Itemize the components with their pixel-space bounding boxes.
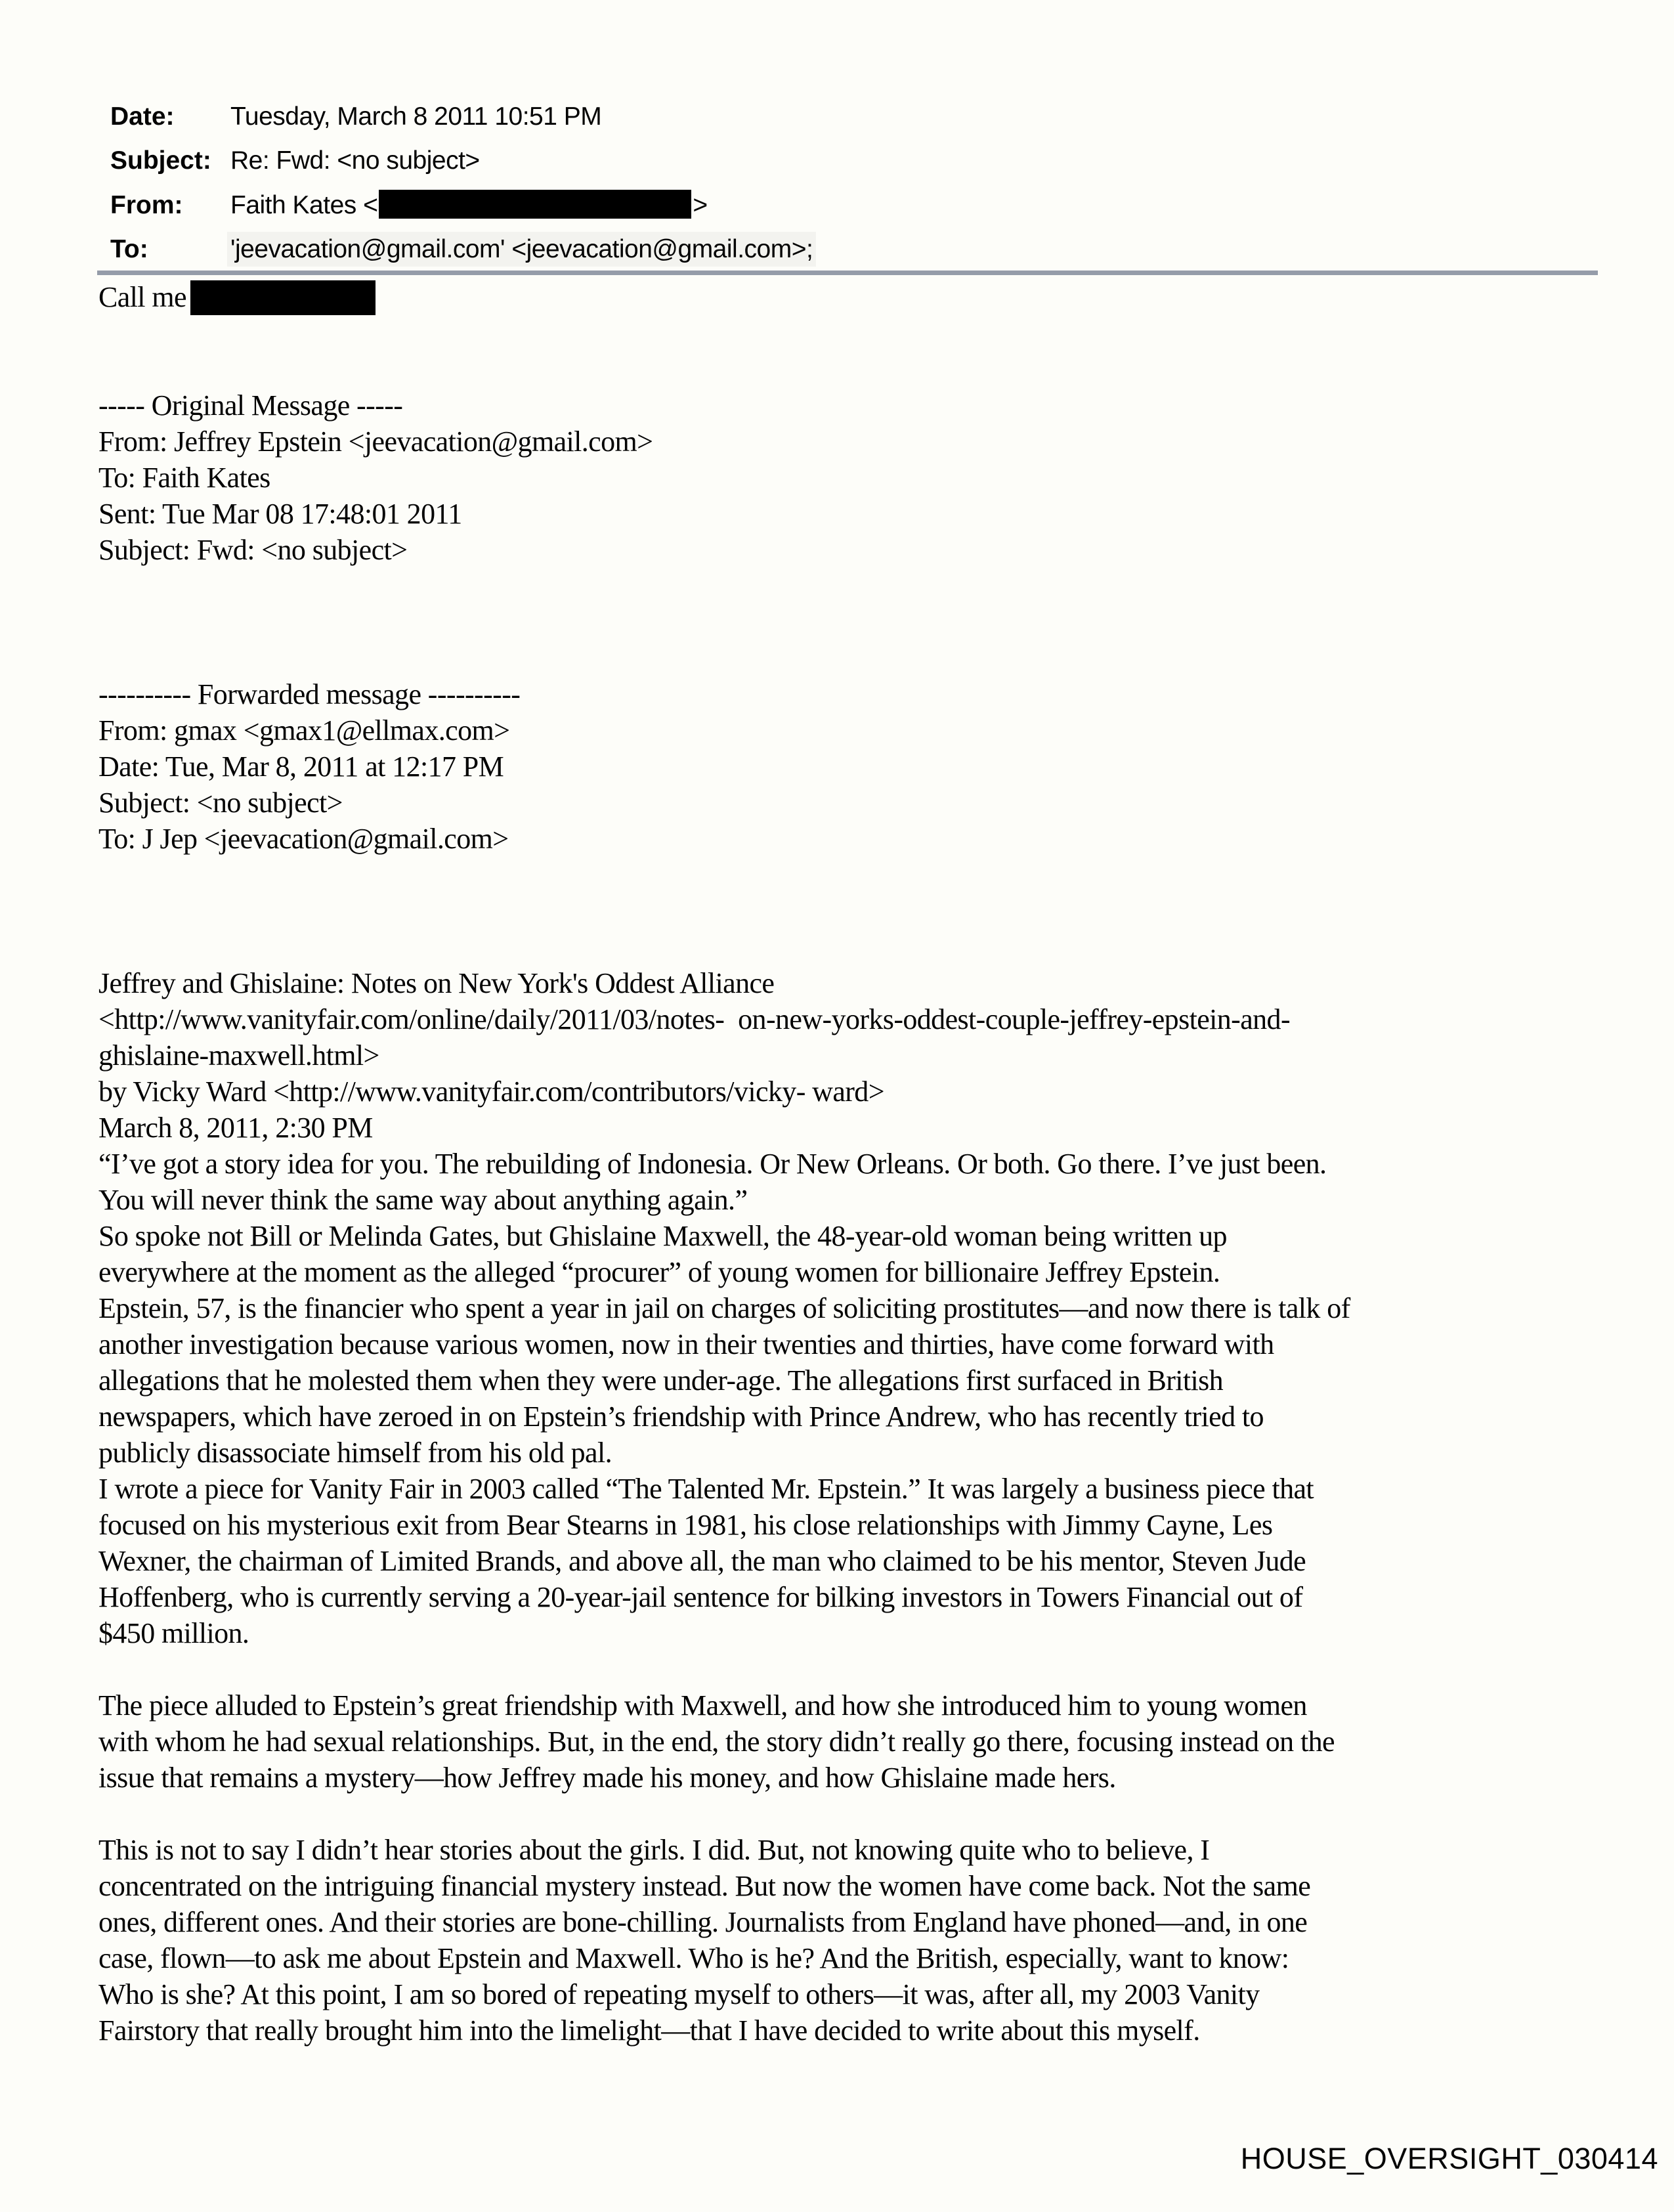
redaction-bar-call-me [190, 280, 376, 315]
text-line: Subject: <no subject> [98, 787, 343, 819]
text-line: newspapers, which have zeroed in on Epstein’s friendship with Prince Andrew, who has recently tried to [98, 1400, 1264, 1433]
redaction-bar-from-email [379, 190, 691, 219]
text-line [98, 315, 1350, 351]
text-line: The piece alluded to Epstein’s great friendship with Maxwell, and how she introduced him to young women [98, 1689, 1307, 1722]
header-row-to [110, 234, 1595, 265]
text-line: Fairstory that really brought him into the limelight—that I have decided to write about this myself. [98, 2014, 1200, 2047]
text-line: allegations that he molested them when they were under-age. The allegations first surfaced in British [98, 1364, 1224, 1397]
text-line: by Vicky Ward <http://www.vanityfair.com/contributors/vicky- ward> [98, 1075, 884, 1108]
header-divider [97, 271, 1598, 275]
text-line: focused on his mysterious exit from Bear Stearns in 1981, his close relationships with Jimmy Cayne, Les [98, 1509, 1273, 1541]
header-value-date: Tuesday, March 8 2011 10:51 PM [230, 102, 602, 131]
header-label-to: To: [110, 235, 148, 263]
from-name-text: Faith Kates < [230, 191, 378, 219]
bates-number: HOUSE_OVERSIGHT_030414 [1240, 2142, 1658, 2175]
header-value-to [230, 234, 813, 265]
text-line: $450 million. [98, 1617, 249, 1649]
text-line: issue that remains a mystery—how Jeffrey made his money, and how Ghislaine made hers. [98, 1762, 1116, 1794]
text-line: This is not to say I didn’t hear stories about the girls. I did. But, not knowing quite who to believe, I [98, 1834, 1210, 1866]
text-line: Hoffenberg, who is currently serving a 20-year-jail sentence for bilking investors in Towers Financial out of [98, 1581, 1303, 1613]
header-row-date [110, 102, 1595, 132]
text-line [98, 640, 1350, 676]
from-suffix-text: > [693, 191, 708, 219]
text-line: March 8, 2011, 2:30 PM [98, 1112, 373, 1144]
call-me-line [98, 279, 1350, 315]
header-value-subject: Re: Fwd: <no subject> [230, 146, 480, 175]
text-line [98, 568, 1350, 604]
text-line: case, flown—to ask me about Epstein and Maxwell. Who is he? And the British, especially, want to know: [98, 1942, 1289, 1974]
header-row-subject [110, 146, 1595, 176]
text-line: <http://www.vanityfair.com/online/daily/2011/03/notes- on-new-yorks-oddest-couple-jeffrey-epstein-and- [98, 1003, 1291, 1035]
text-line [98, 893, 1350, 929]
text-line [98, 1796, 1350, 1832]
text-line: another investigation because various women, now in their twenties and thirties, have come forward with [98, 1328, 1274, 1360]
text-line: ghislaine-maxwell.html> [98, 1039, 379, 1072]
header-label-subject: Subject: [110, 146, 211, 175]
header-label-date: Date: [110, 102, 175, 131]
text-line: Jeffrey and Ghislaine: Notes on New York's Oddest Alliance [98, 967, 775, 999]
text-line: “I’ve got a story idea for you. The rebuilding of Indonesia. Or New Orleans. Or both. Go there. I’ve just been. [98, 1148, 1327, 1180]
email-body [98, 279, 1350, 2049]
text-line [98, 929, 1350, 965]
text-line: Date: Tue, Mar 8, 2011 at 12:17 PM [98, 750, 504, 783]
text-line: To: J Jep <jeevacation@gmail.com> [98, 823, 509, 855]
text-line: So spoke not Bill or Melinda Gates, but Ghislaine Maxwell, the 48-year-old woman being written up [98, 1220, 1227, 1252]
text-line: ones, different ones. And their stories are bone-chilling. Journalists from England have phoned—and, in one [98, 1906, 1308, 1938]
header-value-from [230, 190, 708, 221]
text-line: Wexner, the chairman of Limited Brands, and above all, the man who claimed to be his mentor, Steven Jude [98, 1545, 1306, 1577]
text-line: To: Faith Kates [98, 462, 270, 494]
text-line: everywhere at the moment as the alleged “procurer” of young women for billionaire Jeffrey Epstein. [98, 1256, 1220, 1288]
text-line [98, 604, 1350, 640]
text-line: publicly disassociate himself from his old pal. [98, 1437, 612, 1469]
header-row-from [110, 190, 1595, 221]
text-line: I wrote a piece for Vanity Fair in 2003 called “The Talented Mr. Epstein.” It was largely a business piece that [98, 1473, 1314, 1505]
text-line [98, 351, 1350, 387]
text-line: ----- Original Message ----- [98, 389, 403, 422]
text-line: From: Jeffrey Epstein <jeevacation@gmail.com> [98, 425, 653, 458]
text-line [98, 857, 1350, 893]
email-header [110, 102, 1595, 278]
header-label-from: From: [110, 191, 183, 219]
text-line: concentrated on the intriguing financial mystery instead. But now the women have come back. Not the same [98, 1870, 1311, 1902]
text-line: Subject: Fwd: <no subject> [98, 534, 408, 566]
text-line: with whom he had sexual relationships. But, in the end, the story didn’t really go there, focusing instead on the [98, 1725, 1335, 1758]
body-text-lines [98, 315, 1350, 2049]
text-line: Who is she? At this point, I am so bored of repeating myself to others—it was, after all, my 2003 Vanity [98, 1978, 1260, 2010]
text-line: Sent: Tue Mar 08 17:48:01 2011 [98, 498, 462, 530]
to-address-text: 'jeevacation@gmail.com' <jeevacation@gmail.com>; [230, 235, 813, 263]
call-me-text: Call me [98, 281, 186, 313]
text-line: From: gmax <gmax1@ellmax.com> [98, 714, 510, 747]
text-line: Epstein, 57, is the financier who spent a year in jail on charges of soliciting prostitutes—and now there is talk of [98, 1292, 1350, 1324]
text-line [98, 1651, 1350, 1687]
text-line: ---------- Forwarded message ---------- [98, 678, 521, 710]
text-line: You will never think the same way about anything again.” [98, 1184, 748, 1216]
